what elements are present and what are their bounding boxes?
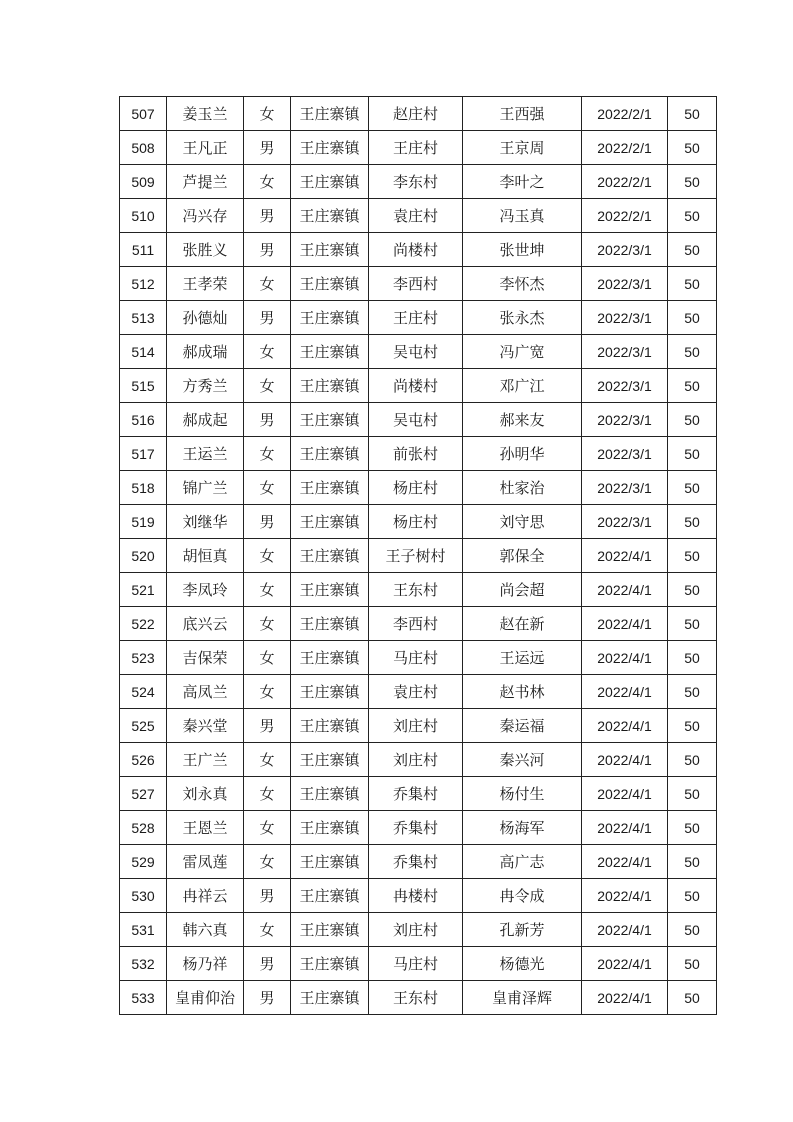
name-cell: 高凤兰 bbox=[167, 675, 244, 709]
amount-cell: 50 bbox=[668, 607, 717, 641]
town-cell: 王庄寨镇 bbox=[291, 233, 369, 267]
amount-cell: 50 bbox=[668, 913, 717, 947]
table-row bbox=[120, 981, 717, 1015]
row-number-cell: 520 bbox=[120, 539, 167, 573]
gender-cell: 女 bbox=[244, 97, 291, 131]
contact-cell: 刘守思 bbox=[463, 505, 582, 539]
row-number-cell: 511 bbox=[120, 233, 167, 267]
row-number-cell: 522 bbox=[120, 607, 167, 641]
gender-cell: 女 bbox=[244, 165, 291, 199]
gender-cell: 女 bbox=[244, 573, 291, 607]
town-cell: 王庄寨镇 bbox=[291, 777, 369, 811]
date-cell: 2022/3/1 bbox=[582, 267, 668, 301]
town-cell: 王庄寨镇 bbox=[291, 267, 369, 301]
village-cell: 马庄村 bbox=[369, 641, 463, 675]
town-cell: 王庄寨镇 bbox=[291, 505, 369, 539]
row-number-cell: 516 bbox=[120, 403, 167, 437]
village-cell: 冉楼村 bbox=[369, 879, 463, 913]
gender-cell: 男 bbox=[244, 301, 291, 335]
gender-cell: 女 bbox=[244, 335, 291, 369]
village-cell: 前张村 bbox=[369, 437, 463, 471]
village-cell: 李西村 bbox=[369, 267, 463, 301]
village-cell: 赵庄村 bbox=[369, 97, 463, 131]
town-cell: 王庄寨镇 bbox=[291, 879, 369, 913]
gender-cell: 女 bbox=[244, 777, 291, 811]
contact-cell: 秦兴河 bbox=[463, 743, 582, 777]
row-number-cell: 533 bbox=[120, 981, 167, 1015]
gender-cell: 女 bbox=[244, 267, 291, 301]
name-cell: 王凡正 bbox=[167, 131, 244, 165]
name-cell: 孙德灿 bbox=[167, 301, 244, 335]
date-cell: 2022/2/1 bbox=[582, 165, 668, 199]
amount-cell: 50 bbox=[668, 301, 717, 335]
gender-cell: 男 bbox=[244, 199, 291, 233]
table-row bbox=[120, 335, 717, 369]
amount-cell: 50 bbox=[668, 233, 717, 267]
village-cell: 吴屯村 bbox=[369, 403, 463, 437]
contact-cell: 孔新芳 bbox=[463, 913, 582, 947]
amount-cell: 50 bbox=[668, 505, 717, 539]
village-cell: 李东村 bbox=[369, 165, 463, 199]
contact-cell: 孙明华 bbox=[463, 437, 582, 471]
amount-cell: 50 bbox=[668, 97, 717, 131]
table-row bbox=[120, 471, 717, 505]
table-row bbox=[120, 709, 717, 743]
row-number-cell: 519 bbox=[120, 505, 167, 539]
name-cell: 锦广兰 bbox=[167, 471, 244, 505]
contact-cell: 尚会超 bbox=[463, 573, 582, 607]
name-cell: 冉祥云 bbox=[167, 879, 244, 913]
date-cell: 2022/3/1 bbox=[582, 505, 668, 539]
amount-cell: 50 bbox=[668, 539, 717, 573]
village-cell: 吴屯村 bbox=[369, 335, 463, 369]
town-cell: 王庄寨镇 bbox=[291, 641, 369, 675]
row-number-cell: 528 bbox=[120, 811, 167, 845]
table-row bbox=[120, 437, 717, 471]
table-row bbox=[120, 505, 717, 539]
contact-cell: 杨海军 bbox=[463, 811, 582, 845]
gender-cell: 女 bbox=[244, 641, 291, 675]
row-number-cell: 514 bbox=[120, 335, 167, 369]
village-cell: 李西村 bbox=[369, 607, 463, 641]
name-cell: 秦兴堂 bbox=[167, 709, 244, 743]
gender-cell: 女 bbox=[244, 539, 291, 573]
village-cell: 杨庄村 bbox=[369, 471, 463, 505]
town-cell: 王庄寨镇 bbox=[291, 913, 369, 947]
name-cell: 冯兴存 bbox=[167, 199, 244, 233]
contact-cell: 冉令成 bbox=[463, 879, 582, 913]
table-row bbox=[120, 675, 717, 709]
gender-cell: 女 bbox=[244, 369, 291, 403]
town-cell: 王庄寨镇 bbox=[291, 845, 369, 879]
date-cell: 2022/2/1 bbox=[582, 131, 668, 165]
table-row bbox=[120, 267, 717, 301]
row-number-cell: 513 bbox=[120, 301, 167, 335]
gender-cell: 女 bbox=[244, 675, 291, 709]
town-cell: 王庄寨镇 bbox=[291, 675, 369, 709]
town-cell: 王庄寨镇 bbox=[291, 301, 369, 335]
row-number-cell: 512 bbox=[120, 267, 167, 301]
gender-cell: 男 bbox=[244, 981, 291, 1015]
town-cell: 王庄寨镇 bbox=[291, 165, 369, 199]
gender-cell: 女 bbox=[244, 811, 291, 845]
town-cell: 王庄寨镇 bbox=[291, 97, 369, 131]
contact-cell: 王京周 bbox=[463, 131, 582, 165]
amount-cell: 50 bbox=[668, 369, 717, 403]
name-cell: 郝成瑞 bbox=[167, 335, 244, 369]
contact-cell: 杨付生 bbox=[463, 777, 582, 811]
name-cell: 刘永真 bbox=[167, 777, 244, 811]
row-number-cell: 526 bbox=[120, 743, 167, 777]
gender-cell: 男 bbox=[244, 947, 291, 981]
table-row bbox=[120, 97, 717, 131]
amount-cell: 50 bbox=[668, 845, 717, 879]
row-number-cell: 509 bbox=[120, 165, 167, 199]
amount-cell: 50 bbox=[668, 471, 717, 505]
gender-cell: 女 bbox=[244, 471, 291, 505]
village-cell: 王东村 bbox=[369, 981, 463, 1015]
table-row bbox=[120, 947, 717, 981]
village-cell: 王东村 bbox=[369, 573, 463, 607]
date-cell: 2022/3/1 bbox=[582, 335, 668, 369]
amount-cell: 50 bbox=[668, 165, 717, 199]
name-cell: 王运兰 bbox=[167, 437, 244, 471]
table-row bbox=[120, 131, 717, 165]
row-number-cell: 510 bbox=[120, 199, 167, 233]
name-cell: 胡恒真 bbox=[167, 539, 244, 573]
records-sheet bbox=[119, 96, 716, 1015]
name-cell: 雷凤莲 bbox=[167, 845, 244, 879]
row-number-cell: 521 bbox=[120, 573, 167, 607]
amount-cell: 50 bbox=[668, 437, 717, 471]
name-cell: 郝成起 bbox=[167, 403, 244, 437]
name-cell: 王孝荣 bbox=[167, 267, 244, 301]
row-number-cell: 507 bbox=[120, 97, 167, 131]
contact-cell: 冯玉真 bbox=[463, 199, 582, 233]
village-cell: 刘庄村 bbox=[369, 743, 463, 777]
amount-cell: 50 bbox=[668, 879, 717, 913]
town-cell: 王庄寨镇 bbox=[291, 811, 369, 845]
gender-cell: 男 bbox=[244, 709, 291, 743]
amount-cell: 50 bbox=[668, 267, 717, 301]
contact-cell: 杜家治 bbox=[463, 471, 582, 505]
row-number-cell: 508 bbox=[120, 131, 167, 165]
town-cell: 王庄寨镇 bbox=[291, 981, 369, 1015]
name-cell: 底兴云 bbox=[167, 607, 244, 641]
village-cell: 乔集村 bbox=[369, 777, 463, 811]
table-row bbox=[120, 233, 717, 267]
gender-cell: 女 bbox=[244, 743, 291, 777]
table-row bbox=[120, 641, 717, 675]
name-cell: 韩六真 bbox=[167, 913, 244, 947]
row-number-cell: 517 bbox=[120, 437, 167, 471]
row-number-cell: 524 bbox=[120, 675, 167, 709]
amount-cell: 50 bbox=[668, 641, 717, 675]
town-cell: 王庄寨镇 bbox=[291, 743, 369, 777]
village-cell: 杨庄村 bbox=[369, 505, 463, 539]
table-row bbox=[120, 777, 717, 811]
date-cell: 2022/4/1 bbox=[582, 879, 668, 913]
date-cell: 2022/4/1 bbox=[582, 607, 668, 641]
town-cell: 王庄寨镇 bbox=[291, 573, 369, 607]
date-cell: 2022/2/1 bbox=[582, 199, 668, 233]
amount-cell: 50 bbox=[668, 777, 717, 811]
name-cell: 李凤玲 bbox=[167, 573, 244, 607]
contact-cell: 李叶之 bbox=[463, 165, 582, 199]
gender-cell: 女 bbox=[244, 437, 291, 471]
town-cell: 王庄寨镇 bbox=[291, 335, 369, 369]
town-cell: 王庄寨镇 bbox=[291, 199, 369, 233]
date-cell: 2022/4/1 bbox=[582, 539, 668, 573]
gender-cell: 男 bbox=[244, 505, 291, 539]
date-cell: 2022/2/1 bbox=[582, 97, 668, 131]
row-number-cell: 515 bbox=[120, 369, 167, 403]
amount-cell: 50 bbox=[668, 743, 717, 777]
date-cell: 2022/3/1 bbox=[582, 301, 668, 335]
amount-cell: 50 bbox=[668, 131, 717, 165]
village-cell: 王庄村 bbox=[369, 301, 463, 335]
amount-cell: 50 bbox=[668, 709, 717, 743]
records-body bbox=[120, 97, 717, 1015]
date-cell: 2022/4/1 bbox=[582, 981, 668, 1015]
date-cell: 2022/3/1 bbox=[582, 437, 668, 471]
town-cell: 王庄寨镇 bbox=[291, 709, 369, 743]
name-cell: 姜玉兰 bbox=[167, 97, 244, 131]
date-cell: 2022/4/1 bbox=[582, 913, 668, 947]
amount-cell: 50 bbox=[668, 403, 717, 437]
amount-cell: 50 bbox=[668, 981, 717, 1015]
table-row bbox=[120, 913, 717, 947]
gender-cell: 女 bbox=[244, 845, 291, 879]
table-row bbox=[120, 403, 717, 437]
amount-cell: 50 bbox=[668, 811, 717, 845]
gender-cell: 男 bbox=[244, 879, 291, 913]
table-row bbox=[120, 573, 717, 607]
date-cell: 2022/3/1 bbox=[582, 471, 668, 505]
name-cell: 王广兰 bbox=[167, 743, 244, 777]
town-cell: 王庄寨镇 bbox=[291, 403, 369, 437]
contact-cell: 张永杰 bbox=[463, 301, 582, 335]
name-cell: 刘继华 bbox=[167, 505, 244, 539]
village-cell: 王庄村 bbox=[369, 131, 463, 165]
town-cell: 王庄寨镇 bbox=[291, 369, 369, 403]
amount-cell: 50 bbox=[668, 199, 717, 233]
contact-cell: 邓广江 bbox=[463, 369, 582, 403]
name-cell: 王恩兰 bbox=[167, 811, 244, 845]
contact-cell: 冯广宽 bbox=[463, 335, 582, 369]
table-row bbox=[120, 301, 717, 335]
contact-cell: 杨德光 bbox=[463, 947, 582, 981]
date-cell: 2022/4/1 bbox=[582, 845, 668, 879]
gender-cell: 男 bbox=[244, 131, 291, 165]
table-row bbox=[120, 743, 717, 777]
village-cell: 刘庄村 bbox=[369, 709, 463, 743]
contact-cell: 郭保全 bbox=[463, 539, 582, 573]
village-cell: 袁庄村 bbox=[369, 199, 463, 233]
town-cell: 王庄寨镇 bbox=[291, 471, 369, 505]
amount-cell: 50 bbox=[668, 335, 717, 369]
date-cell: 2022/4/1 bbox=[582, 709, 668, 743]
contact-cell: 皇甫泽辉 bbox=[463, 981, 582, 1015]
row-number-cell: 518 bbox=[120, 471, 167, 505]
date-cell: 2022/4/1 bbox=[582, 675, 668, 709]
table-row bbox=[120, 165, 717, 199]
village-cell: 尚楼村 bbox=[369, 369, 463, 403]
contact-cell: 王西强 bbox=[463, 97, 582, 131]
row-number-cell: 525 bbox=[120, 709, 167, 743]
amount-cell: 50 bbox=[668, 675, 717, 709]
row-number-cell: 532 bbox=[120, 947, 167, 981]
contact-cell: 赵在新 bbox=[463, 607, 582, 641]
town-cell: 王庄寨镇 bbox=[291, 437, 369, 471]
town-cell: 王庄寨镇 bbox=[291, 131, 369, 165]
name-cell: 方秀兰 bbox=[167, 369, 244, 403]
gender-cell: 女 bbox=[244, 607, 291, 641]
village-cell: 尚楼村 bbox=[369, 233, 463, 267]
contact-cell: 李怀杰 bbox=[463, 267, 582, 301]
date-cell: 2022/4/1 bbox=[582, 641, 668, 675]
date-cell: 2022/3/1 bbox=[582, 403, 668, 437]
contact-cell: 郝来友 bbox=[463, 403, 582, 437]
village-cell: 马庄村 bbox=[369, 947, 463, 981]
town-cell: 王庄寨镇 bbox=[291, 539, 369, 573]
row-number-cell: 531 bbox=[120, 913, 167, 947]
village-cell: 乔集村 bbox=[369, 845, 463, 879]
contact-cell: 张世坤 bbox=[463, 233, 582, 267]
date-cell: 2022/4/1 bbox=[582, 573, 668, 607]
contact-cell: 王运远 bbox=[463, 641, 582, 675]
records-table bbox=[119, 96, 717, 1015]
table-row bbox=[120, 811, 717, 845]
amount-cell: 50 bbox=[668, 947, 717, 981]
row-number-cell: 527 bbox=[120, 777, 167, 811]
date-cell: 2022/4/1 bbox=[582, 743, 668, 777]
gender-cell: 男 bbox=[244, 233, 291, 267]
date-cell: 2022/4/1 bbox=[582, 811, 668, 845]
row-number-cell: 529 bbox=[120, 845, 167, 879]
name-cell: 杨乃祥 bbox=[167, 947, 244, 981]
date-cell: 2022/3/1 bbox=[582, 369, 668, 403]
village-cell: 刘庄村 bbox=[369, 913, 463, 947]
village-cell: 王子树村 bbox=[369, 539, 463, 573]
table-row bbox=[120, 539, 717, 573]
contact-cell: 秦运福 bbox=[463, 709, 582, 743]
contact-cell: 高广志 bbox=[463, 845, 582, 879]
name-cell: 吉保荣 bbox=[167, 641, 244, 675]
gender-cell: 男 bbox=[244, 403, 291, 437]
table-row bbox=[120, 879, 717, 913]
village-cell: 乔集村 bbox=[369, 811, 463, 845]
date-cell: 2022/3/1 bbox=[582, 233, 668, 267]
date-cell: 2022/4/1 bbox=[582, 947, 668, 981]
row-number-cell: 530 bbox=[120, 879, 167, 913]
table-row bbox=[120, 199, 717, 233]
town-cell: 王庄寨镇 bbox=[291, 607, 369, 641]
table-row bbox=[120, 369, 717, 403]
village-cell: 袁庄村 bbox=[369, 675, 463, 709]
amount-cell: 50 bbox=[668, 573, 717, 607]
name-cell: 张胜义 bbox=[167, 233, 244, 267]
row-number-cell: 523 bbox=[120, 641, 167, 675]
name-cell: 皇甫仰治 bbox=[167, 981, 244, 1015]
table-row bbox=[120, 845, 717, 879]
date-cell: 2022/4/1 bbox=[582, 777, 668, 811]
town-cell: 王庄寨镇 bbox=[291, 947, 369, 981]
table-row bbox=[120, 607, 717, 641]
name-cell: 芦提兰 bbox=[167, 165, 244, 199]
gender-cell: 女 bbox=[244, 913, 291, 947]
contact-cell: 赵书林 bbox=[463, 675, 582, 709]
